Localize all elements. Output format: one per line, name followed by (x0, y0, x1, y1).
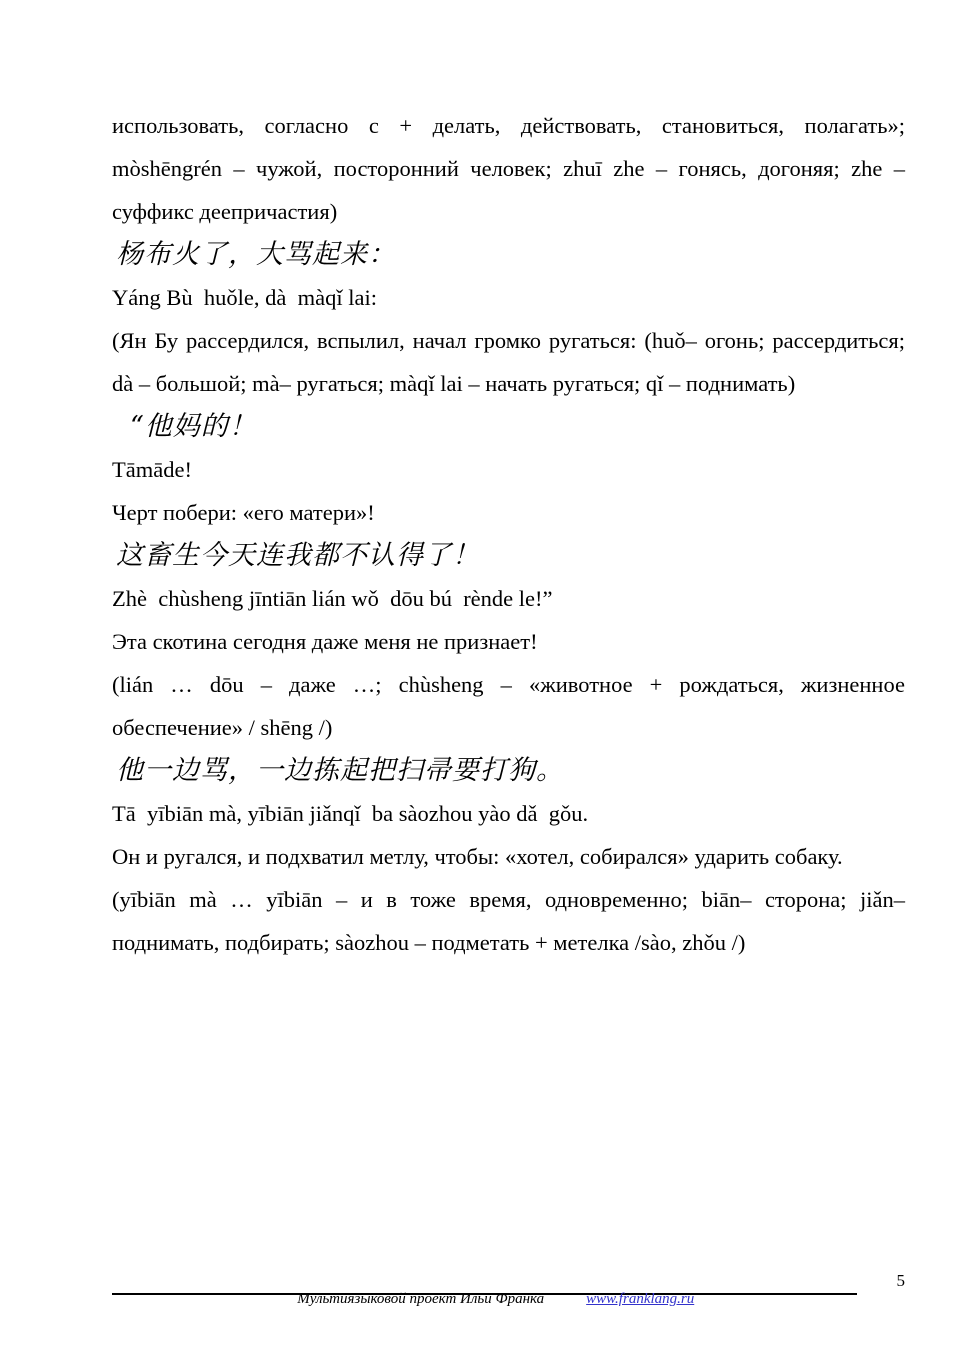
translation-line: Эта скотина сегодня даже меня не признает! (112, 629, 538, 654)
page-number: 5 (896, 1271, 905, 1290)
pinyin-line: Zhè chùsheng jīntiān lián wǒ dōu bú rènde le!” (112, 586, 553, 611)
footer-text (112, 1269, 857, 1329)
footer-credit: Мультиязыковой проект Ильи Франка (297, 1291, 545, 1307)
chinese-sentence: “他妈的！ (130, 411, 257, 442)
chinese-sentence: 这畜生今天连我都不认得了！ (116, 540, 480, 571)
gloss-paragraph: использовать, согласно с + делать, действовать, становиться, полагать»; mòshēngrén – чужой, посторонний человек; zhuī zhe – гонясь, догоняя; zhe – суффикс деепричастия) (112, 113, 911, 224)
gloss-paragraph: (Ян Бу рассердился, вспылил, начал громко ругаться: (huǒ– огонь; рассердиться; dà – большой; mà– ругаться; màqǐ lai – начать ругаться; qǐ – поднимать) (112, 328, 911, 396)
pinyin-line: Yáng Bù huǒle, dà màqǐ lai: (112, 285, 377, 310)
translation-line: Черт побери: «его матери»! (112, 500, 375, 525)
gloss-paragraph: (yībiān mà … yībiān – и в тоже время, одновременно; biān– сторона; jiǎn– поднимать, подбирать; sàozhou – подметать + метелка /sào, zhǒu /) (112, 887, 911, 955)
translation-line: Он и ругался, и подхватил метлу, чтобы: «хотел, собирался» ударить собаку. (112, 844, 843, 869)
chinese-sentence: 杨布火了，大骂起来： (116, 239, 396, 270)
chinese-sentence: 他一边骂，一边拣起把扫帚要打狗。 (116, 755, 564, 786)
page-footer (112, 1271, 905, 1319)
pinyin-line: Tāmāde! (112, 457, 192, 482)
gloss-paragraph: (lián … dōu – даже …; chùsheng – «животное + рождаться, жизненное обеспечение» / shēng /) (112, 672, 911, 740)
franklang-link[interactable]: www.franklang.ru (586, 1291, 695, 1307)
pinyin-line: Tā yībiān mà, yībiān jiǎnqǐ ba sàozhou yào dǎ gǒu. (112, 801, 589, 826)
page-content (112, 104, 911, 964)
